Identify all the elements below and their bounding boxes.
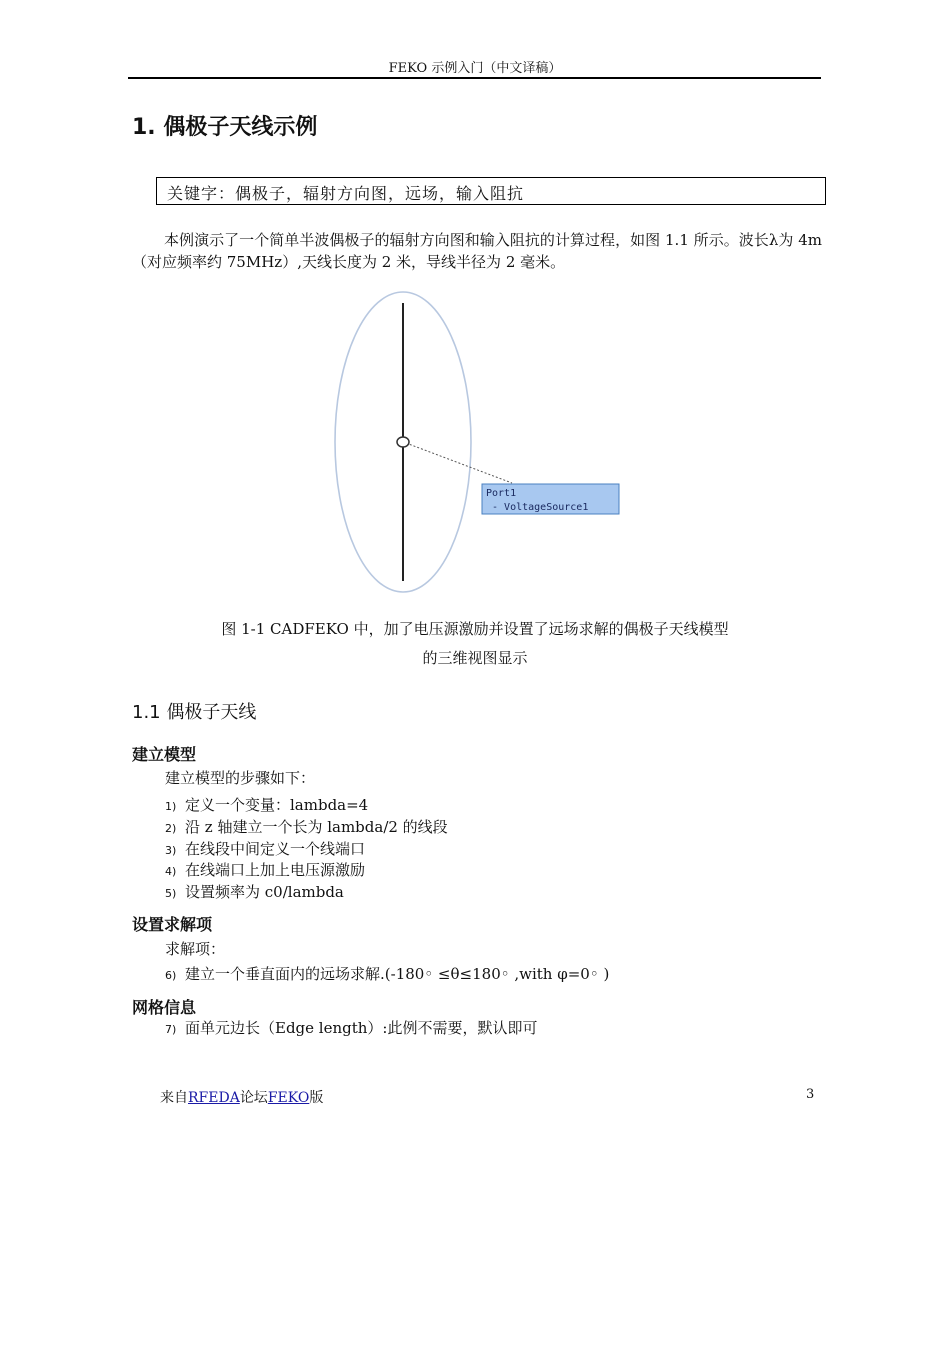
- figure-caption-line2: 的三维视图显示: [422, 649, 528, 667]
- solution-intro: 求解项：: [165, 940, 226, 958]
- step-number: 1): [165, 800, 177, 813]
- step-item: [165, 1017, 537, 1038]
- rfeda-link[interactable]: RFEDA: [188, 1090, 240, 1106]
- step-number: 7): [165, 1023, 177, 1036]
- footer-source: [160, 1087, 323, 1107]
- section-title: 1. 偶极子天线示例: [132, 115, 318, 140]
- step-item: [165, 859, 365, 880]
- feko-link[interactable]: FEKO: [267, 1090, 310, 1106]
- step-item: [165, 881, 344, 902]
- keywords-box: 关键字：偶极子，辐射方向图，远场，输入阻抗: [156, 177, 826, 205]
- port-label-line1: Port1: [486, 488, 517, 499]
- port-marker: [397, 437, 409, 447]
- step-item: [165, 794, 368, 815]
- port-leader-line: [406, 443, 512, 483]
- step-text: 定义一个变量：lambda=4: [185, 796, 369, 814]
- step-number: 5): [165, 887, 177, 900]
- step-text: 面单元边长（Edge length）:此例不需要，默认即可: [185, 1019, 538, 1037]
- step-number: 2): [165, 822, 177, 835]
- step-item: [165, 816, 448, 837]
- port-label-line2: - VoltageSource1: [486, 502, 589, 513]
- step-text: 设置频率为 c0/lambda: [185, 883, 344, 901]
- step-number: 6): [165, 969, 177, 982]
- step-item: [165, 963, 609, 984]
- step-number: 4): [165, 865, 177, 878]
- step-text: 在线端口上加上电压源激励: [185, 861, 366, 879]
- footer-prefix: 来自: [160, 1090, 188, 1106]
- build-model-heading: 建立模型: [132, 745, 197, 764]
- dipole-figure: [320, 285, 630, 605]
- footer-middle: 论坛: [239, 1090, 268, 1106]
- header-rule: [128, 77, 821, 79]
- intro-paragraph: [132, 229, 822, 273]
- running-header: FEKO 示例入门（中文译稿）: [388, 61, 562, 76]
- step-text: 建立一个垂直面内的远场求解.(-180◦ ≤θ≤180◦ ,with φ=0◦ ): [185, 965, 610, 983]
- page-number: 3: [806, 1087, 815, 1102]
- figure-caption-line1: 图 1-1 CADFEKO 中，加了电压源激励并设置了远场求解的偶极子天线模型: [221, 620, 729, 638]
- mesh-heading: 网格信息: [132, 998, 197, 1017]
- step-item: [165, 838, 365, 859]
- intro-text: 本例演示了一个简单半波偶极子的辐射方向图和输入阻抗的计算过程，如图 1.1 所示。波长λ为 4m（对应频率约 75MHz）,天线长度为 2 米，导线半径为 2 毫米。: [132, 231, 822, 271]
- footer-suffix: 版: [309, 1090, 324, 1106]
- build-model-intro: 建立模型的步骤如下：: [165, 769, 316, 787]
- step-number: 3): [165, 844, 177, 857]
- step-text: 在线段中间定义一个线端口: [185, 840, 366, 858]
- solution-heading: 设置求解项: [132, 915, 213, 934]
- subsection-title: 1.1 偶极子天线: [132, 702, 257, 723]
- step-text: 沿 z 轴建立一个长为 lambda/2 的线段: [185, 818, 448, 836]
